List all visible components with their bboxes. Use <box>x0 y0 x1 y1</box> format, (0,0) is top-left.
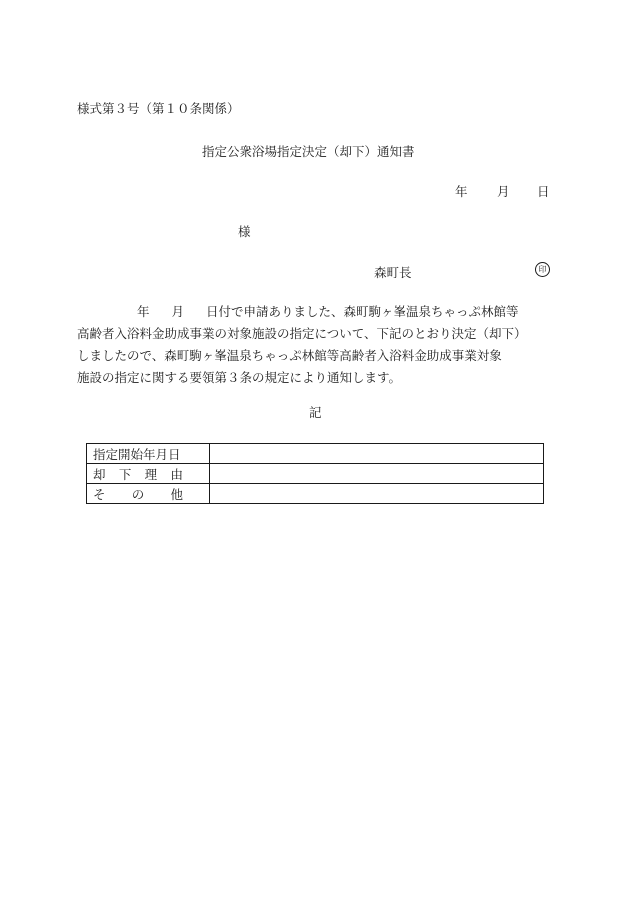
label-other: そ の 他 <box>87 484 210 504</box>
document-title: 指定公衆浴場指定決定（却下）通知書 <box>202 144 415 159</box>
label-start-date: 指定開始年月日 <box>87 444 210 464</box>
record-heading: 記 <box>309 405 322 420</box>
body-year: 年 <box>137 304 150 319</box>
body-line-1 <box>77 301 527 323</box>
body-line-4: 施設の指定に関する要領第３条の規定により通知します。 <box>77 370 402 385</box>
seal-mark: 印 <box>535 262 550 277</box>
label-rejection-reason: 却 下 理 由 <box>87 464 210 484</box>
value-other <box>210 484 544 504</box>
form-number: 様式第３号（第１０条関係） <box>77 101 240 116</box>
table-row-start-date <box>87 444 544 464</box>
body-month: 月 <box>171 304 185 319</box>
value-rejection-reason <box>210 464 544 484</box>
value-start-date <box>210 444 544 464</box>
table-row-other <box>87 484 544 504</box>
table-row-rejection-reason <box>87 464 544 484</box>
notice-body <box>77 301 527 389</box>
body-line-2: 高齢者入浴料金助成事業の対象施設の指定について、下記のとおり決定（却下） <box>77 326 527 341</box>
info-table <box>86 443 544 504</box>
addressee-suffix: 様 <box>238 224 251 239</box>
body-line-1-rest: 日付で申請ありました、森町駒ヶ峯温泉ちゃっぷ林館等 <box>206 304 519 319</box>
body-line-3: しましたので、森町駒ヶ峯温泉ちゃっぷ林館等高齢者入浴料金助成事業対象 <box>77 348 502 363</box>
date-day: 日 <box>537 184 550 199</box>
date-month: 月 <box>497 184 510 199</box>
issuer-name: 森町長 <box>374 265 412 280</box>
date-year: 年 <box>455 184 468 199</box>
